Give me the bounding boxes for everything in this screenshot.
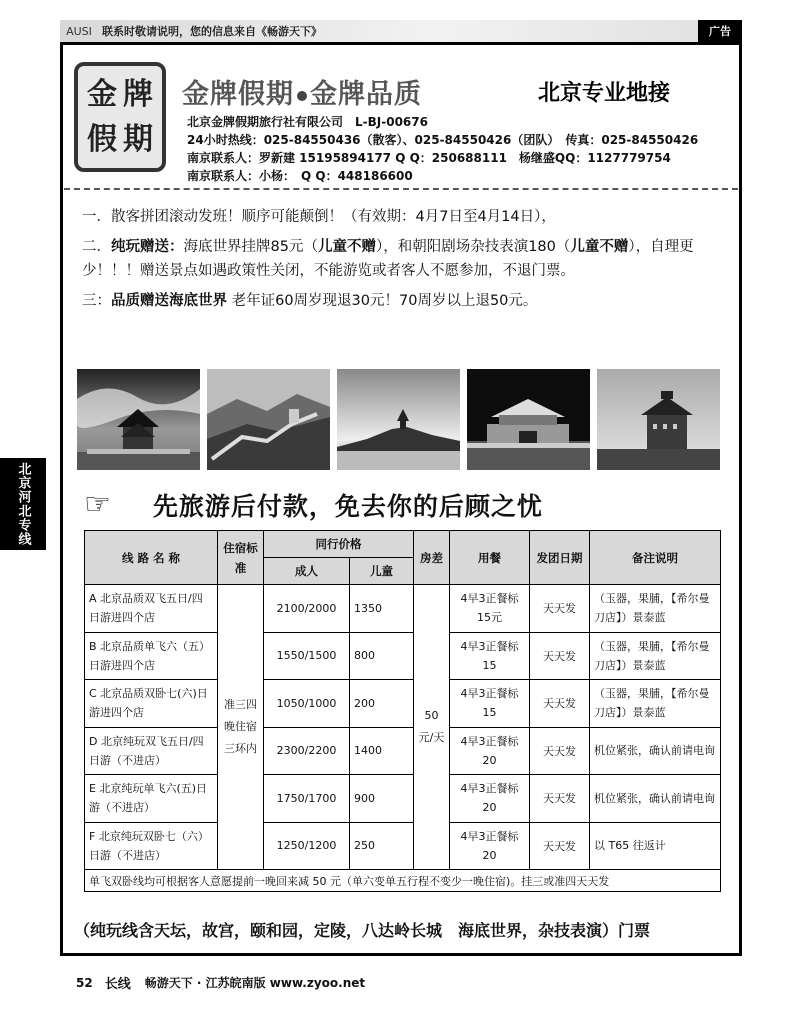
meal: 4早3正餐标20	[450, 775, 530, 823]
company-contact-info	[187, 113, 698, 185]
note: 以 T65 往返计	[590, 822, 721, 870]
route-name: A 北京品质双飞五日/四日游进四个店	[85, 585, 218, 633]
point-3	[82, 289, 722, 313]
table-footer-row	[85, 870, 721, 892]
top-notice: 联系时敬请说明，您的信息来自《畅游天下》	[102, 25, 322, 38]
adult-price: 1550/1500	[264, 632, 350, 680]
section-label: 长线	[104, 977, 131, 992]
col-date-header: 发团日期	[530, 531, 590, 585]
note: （玉器，果脯，【希尔曼刀店】）景泰蓝	[590, 585, 721, 633]
adult-price: 1250/1200	[264, 822, 350, 870]
company-name: 北京金牌假期旅行社有限公司 L-BJ-00676	[187, 115, 428, 129]
company-logo	[74, 62, 166, 172]
route-price-table	[84, 530, 721, 892]
departure-date: 天天发	[530, 727, 590, 775]
route-name: D 北京纯玩双飞五日/四日游（不进店）	[85, 727, 218, 775]
headline	[84, 487, 543, 523]
point-1: 一．散客拼团滚动发班！顺序可能颠倒！（有效期：4月7日至4月14日），	[82, 209, 556, 225]
pointing-hand-icon: ☞	[84, 487, 111, 522]
route-name: F 北京纯玩双卧七（六）日游（不进店）	[85, 822, 218, 870]
logo-char-4: 期	[123, 121, 153, 157]
side-section-tab	[0, 458, 46, 550]
adult-price: 1050/1000	[264, 680, 350, 728]
photo-tiananmen	[467, 369, 590, 470]
company-slogan	[182, 72, 422, 111]
table-row	[85, 822, 721, 870]
route-name: B 北京品质单飞六（五）日游进四个店	[85, 632, 218, 680]
child-price: 800	[350, 632, 414, 680]
child-price: 250	[350, 822, 414, 870]
point-2-bold-a: 儿童不赠	[317, 239, 376, 255]
route-name: E 北京纯玩单飞六(五)日游（不进店）	[85, 775, 218, 823]
point-2-text-a: 海底世界挂牌85元（	[183, 239, 318, 255]
table-row	[85, 727, 721, 775]
magazine-credit: 畅游天下 · 江苏皖南版 www.zyoo.net	[144, 976, 366, 990]
note: （玉器，果脯，【希尔曼刀店】）景泰蓝	[590, 632, 721, 680]
page-number: 52	[76, 975, 93, 990]
table-row	[85, 585, 721, 633]
contact-2: 南京联系人：小杨： Q Q：448186600	[187, 169, 413, 183]
child-price: 900	[350, 775, 414, 823]
point-3-text: 老年证60周岁现退30元！70周岁以上退50元。	[227, 293, 538, 309]
slogan-part-b: 金牌品质	[310, 79, 422, 110]
point-2-bold-b: 儿童不赠	[570, 239, 629, 255]
meal: 4早3正餐标20	[450, 822, 530, 870]
table-row	[85, 680, 721, 728]
promo-points	[82, 205, 722, 319]
note: 机位紧张，确认前请电询	[590, 775, 721, 823]
adult-price: 2300/2200	[264, 727, 350, 775]
point-2-text-c: ），自理更少！！！赠送景点如遇政策性关闭，不能游览或者客人不愿参加，不退门票。	[82, 239, 694, 279]
note: （玉器，果脯，【希尔曼刀店】）景泰蓝	[590, 680, 721, 728]
table-row	[85, 775, 721, 823]
col-route-header: 线 路 名 称	[85, 531, 218, 585]
route-name: C 北京品质双卧七(六)日游进四个店	[85, 680, 218, 728]
col-adult-header: 成人	[264, 558, 350, 585]
child-price: 1400	[350, 727, 414, 775]
meal: 4早3正餐标15元	[450, 585, 530, 633]
photo-strip	[77, 369, 720, 470]
col-child-header: 儿童	[350, 558, 414, 585]
col-note-header: 备注说明	[590, 531, 721, 585]
meal: 4早3正餐标15	[450, 632, 530, 680]
ad-tag: 广告	[698, 20, 742, 42]
bullet-dot-icon	[297, 91, 307, 101]
hotline: 24小时热线：025-84550436（散客）、025-84550426（团队） 传真：025-84550426	[187, 133, 699, 147]
stay-standard: 准三四晚住宿三环内	[218, 585, 264, 870]
logo-char-2: 牌	[123, 76, 153, 112]
dashed-divider	[64, 188, 738, 190]
table-footnote: 单飞双卧线均可根据客人意愿提前一晚回来减 50 元（单六变单五行程不变少一晚住宿)。挂三或准四天天发	[85, 870, 721, 892]
point-2-title: 纯玩赠送：	[111, 239, 184, 255]
departure-date: 天天发	[530, 822, 590, 870]
child-price: 1350	[350, 585, 414, 633]
point-2-num: 二．	[82, 239, 111, 255]
side-tab-label: 北京河北专线	[15, 462, 31, 546]
departure-date: 天天发	[530, 775, 590, 823]
adult-price: 2100/2000	[264, 585, 350, 633]
point-3-num: 三：	[82, 293, 111, 309]
child-price: 200	[350, 680, 414, 728]
magazine-logo-text: AUSI	[66, 24, 92, 38]
photo-great-wall	[207, 369, 330, 470]
logo-char-3: 假	[87, 121, 117, 157]
ticket-inclusion-note: （纯玩线含天坛，故宫，颐和园，定陵，八达岭长城 海底世界，杂技表演）门票	[74, 921, 651, 940]
photo-watchtower	[597, 369, 720, 470]
departure-date: 天天发	[530, 632, 590, 680]
meal: 4早3正餐标15	[450, 680, 530, 728]
headline-text: 先旅游后付款，免去你的后顾之忧	[152, 492, 543, 521]
logo-char-1: 金	[87, 76, 117, 112]
magazine-logo-icon	[64, 22, 94, 40]
col-room-header: 房差	[414, 531, 450, 585]
departure-date: 天天发	[530, 680, 590, 728]
note: 机位紧张，确认前请电询	[590, 727, 721, 775]
slogan-local-guide: 北京专业地接	[538, 81, 671, 106]
slogan-part-a: 金牌假期	[182, 79, 294, 110]
table-row	[85, 632, 721, 680]
col-stay-header: 住宿标准	[218, 531, 264, 585]
top-info-bar	[60, 20, 742, 42]
col-meal-header: 用餐	[450, 531, 530, 585]
departure-date: 天天发	[530, 585, 590, 633]
page-footer	[76, 973, 367, 992]
contact-1: 南京联系人：罗新建 15195894177 Q Q：250688111 杨继盛QQ：1127779754	[187, 151, 671, 165]
photo-temple-of-heaven	[77, 369, 200, 470]
point-2-text-b: ），和朝阳剧场杂技表演180（	[375, 239, 571, 255]
point-3-title: 品质赠送海底世界	[111, 293, 227, 309]
meal: 4早3正餐标20	[450, 727, 530, 775]
col-price-header: 同行价格	[264, 531, 414, 558]
point-2	[82, 235, 722, 283]
room-difference: 50元/天	[414, 585, 450, 870]
adult-price: 1750/1700	[264, 775, 350, 823]
photo-summer-palace	[337, 369, 460, 470]
